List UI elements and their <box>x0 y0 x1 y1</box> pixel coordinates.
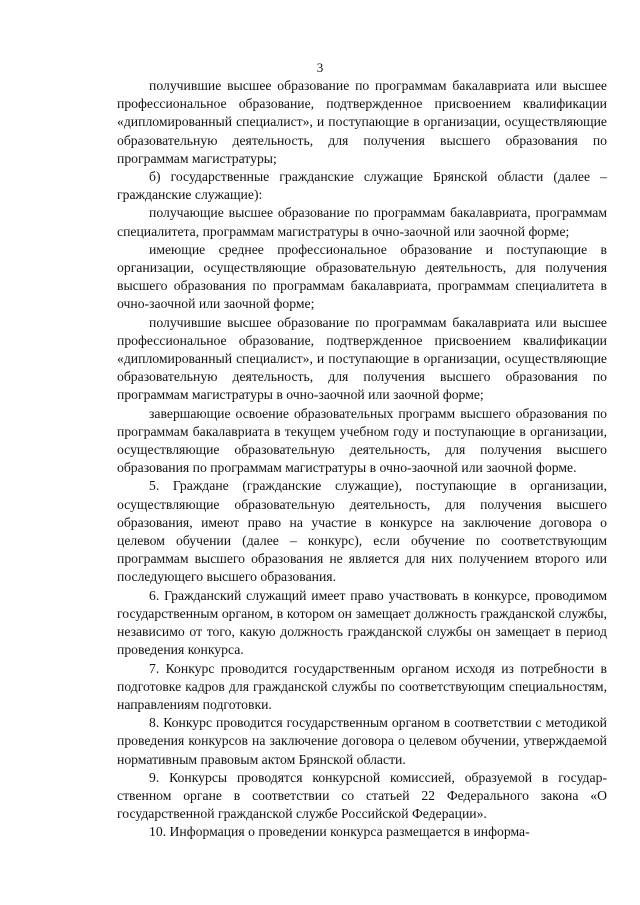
paragraph: получившие высшее образование по программам бакалавриата или высшее профессиональное образование, подтвержденное присвоением квалификации «дипломированный специалист», и поступающие в организации, осуществляющие образовательную деятельность, для получения высшего образования по программам магистратуры в очно-заочной или заочной форме; <box>117 314 607 403</box>
paragraph: получающие высшее образование по программам бакалавриата, программам специалитета, программам магистратуры в очно-заочной или заочной форме; <box>117 205 607 239</box>
paragraph: 9. Конкурсы проводятся конкурсной комиссией, образуемой в государственном органе в соответствии со статьей 22 Федерального закона «О государственной гражданской службе Российской Федерации». <box>117 769 607 822</box>
paragraph: 8. Конкурс проводится государственным органом в соответствии с методикой проведения конкурсов на заключение договора о целевом обучении, утверждаемой нормативным правовым актом Брянской области. <box>117 715 607 767</box>
paragraph: 5. Граждане (гражданские служащие), поступающие в организации, осуществляющие образовательную деятельность, для получения высшего образования, имеют право на участие в конкурсе на заключение договора о целевом обучении (далее – конкурс), если обучение по соответствующим программам высшего образования не является для них получением второго или последующего высшего образования. <box>117 478 607 585</box>
document-body <box>117 77 607 842</box>
paragraph: имеющие среднее профессиональное образование и поступающие в организации, осуществляющие образовательную деятельность, для получения высшего образования по программам бакалавриата, программам специалитета в очно-заочной или заочной форме; <box>117 241 607 312</box>
paragraph: получившие высшее образование по программам бакалавриата или высшее профессиональное образование, подтвержденное присвоением квалификации «дипломированный специалист», и поступающие в организации, осуществляющие образовательную деятельность, для получения высшего образования по программам магистратуры; <box>117 78 607 166</box>
paragraph: б) государственные гражданские служащие Брянской области (далее – гражданские служащие): <box>117 169 607 203</box>
page-number: 3 <box>316 60 324 75</box>
paragraph: завершающие освоение образовательных программ высшего образования по программам бакалавриата в текущем учебном году и поступающие в организации, осуществляющие образовательную деятельность, для получения высшего образования по программам магистратуры в очно-заочной или заочной форме. <box>117 405 607 476</box>
paragraph: 7. Конкурс проводится государственным органом исходя из потребности в подготовке кадров для гражданской службы по соответствующим специальностям, направлениям подготовки. <box>117 660 607 712</box>
paragraph: 6. Гражданский служащий имеет право участвовать в конкурсе, проводимом государственным органом, в котором он замещает должность гражданской службы, независимо от того, какую должность гражданской службы он замещает в период проведения конкурса. <box>117 587 607 658</box>
paragraph: 10. Информация о проведении конкурса размещается в информа- <box>149 824 530 840</box>
